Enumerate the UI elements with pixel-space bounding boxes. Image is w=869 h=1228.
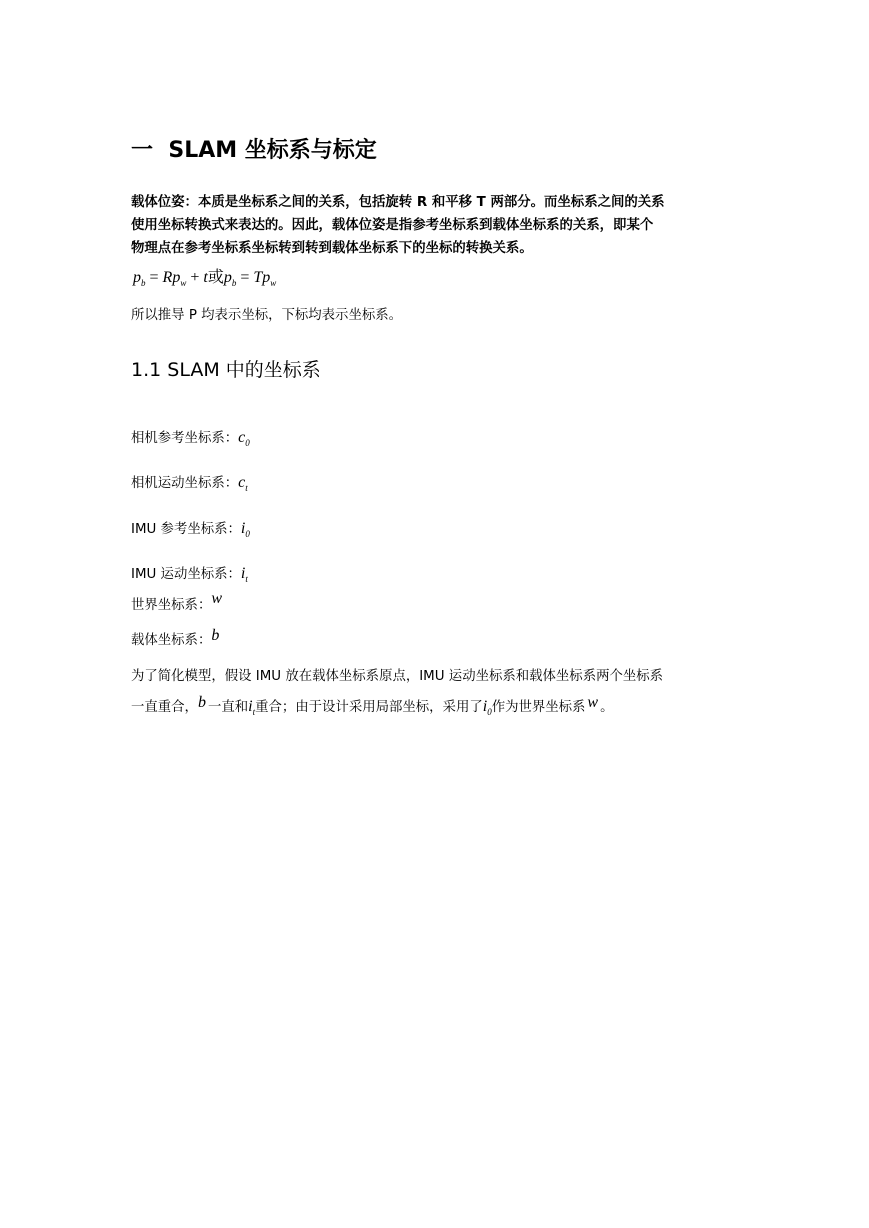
section-heading	[131, 133, 377, 164]
frame-imu-motion: IMU 运动坐标系：$i_t$	[131, 565, 248, 585]
frame-camera-motion: 相机运动坐标系：$c_t$	[131, 474, 248, 494]
intro-line-1: 载体位姿：本质是坐标系之间的关系，包括旋转 R 和平移 T 两部分。而坐标系之间的关系	[131, 195, 665, 210]
intro-line-2: 使用坐标转换式来表达的。因此，载体位姿是指参考坐标系到载体坐标系的关系，即某个	[131, 218, 654, 233]
frame-world: 世界坐标系：w	[131, 590, 223, 613]
subsection-heading: 1.1 SLAM 中的坐标系	[131, 359, 321, 381]
closing-line-1: 为了简化模型，假设 IMU 放在载体坐标系原点，IMU 运动坐标系和载体坐标系两个坐标系	[131, 669, 664, 684]
intro-line-3: 物理点在参考坐标系坐标转到转到载体坐标系下的坐标的转换关系。	[131, 241, 533, 256]
section-title: SLAM 坐标系与标定	[168, 138, 377, 163]
closing-line-2: 一直重合，b 一直和$i_t$重合；由于设计采用局部坐标，采用了$i_0$作为世界坐标系 w 。	[131, 694, 614, 718]
notation-note: 所以推导 P 均表示坐标，下标均表示坐标系。	[131, 308, 403, 323]
pose-formula: $p_b = Rp_w + t$或$p_b = Tp_w$	[133, 269, 277, 289]
frame-camera-reference: 相机参考坐标系：$c_0$	[131, 429, 250, 449]
section-number: 一	[131, 138, 154, 163]
frame-body: 载体坐标系：b	[131, 627, 220, 648]
frame-imu-reference: IMU 参考坐标系：$i_0$	[131, 520, 250, 540]
